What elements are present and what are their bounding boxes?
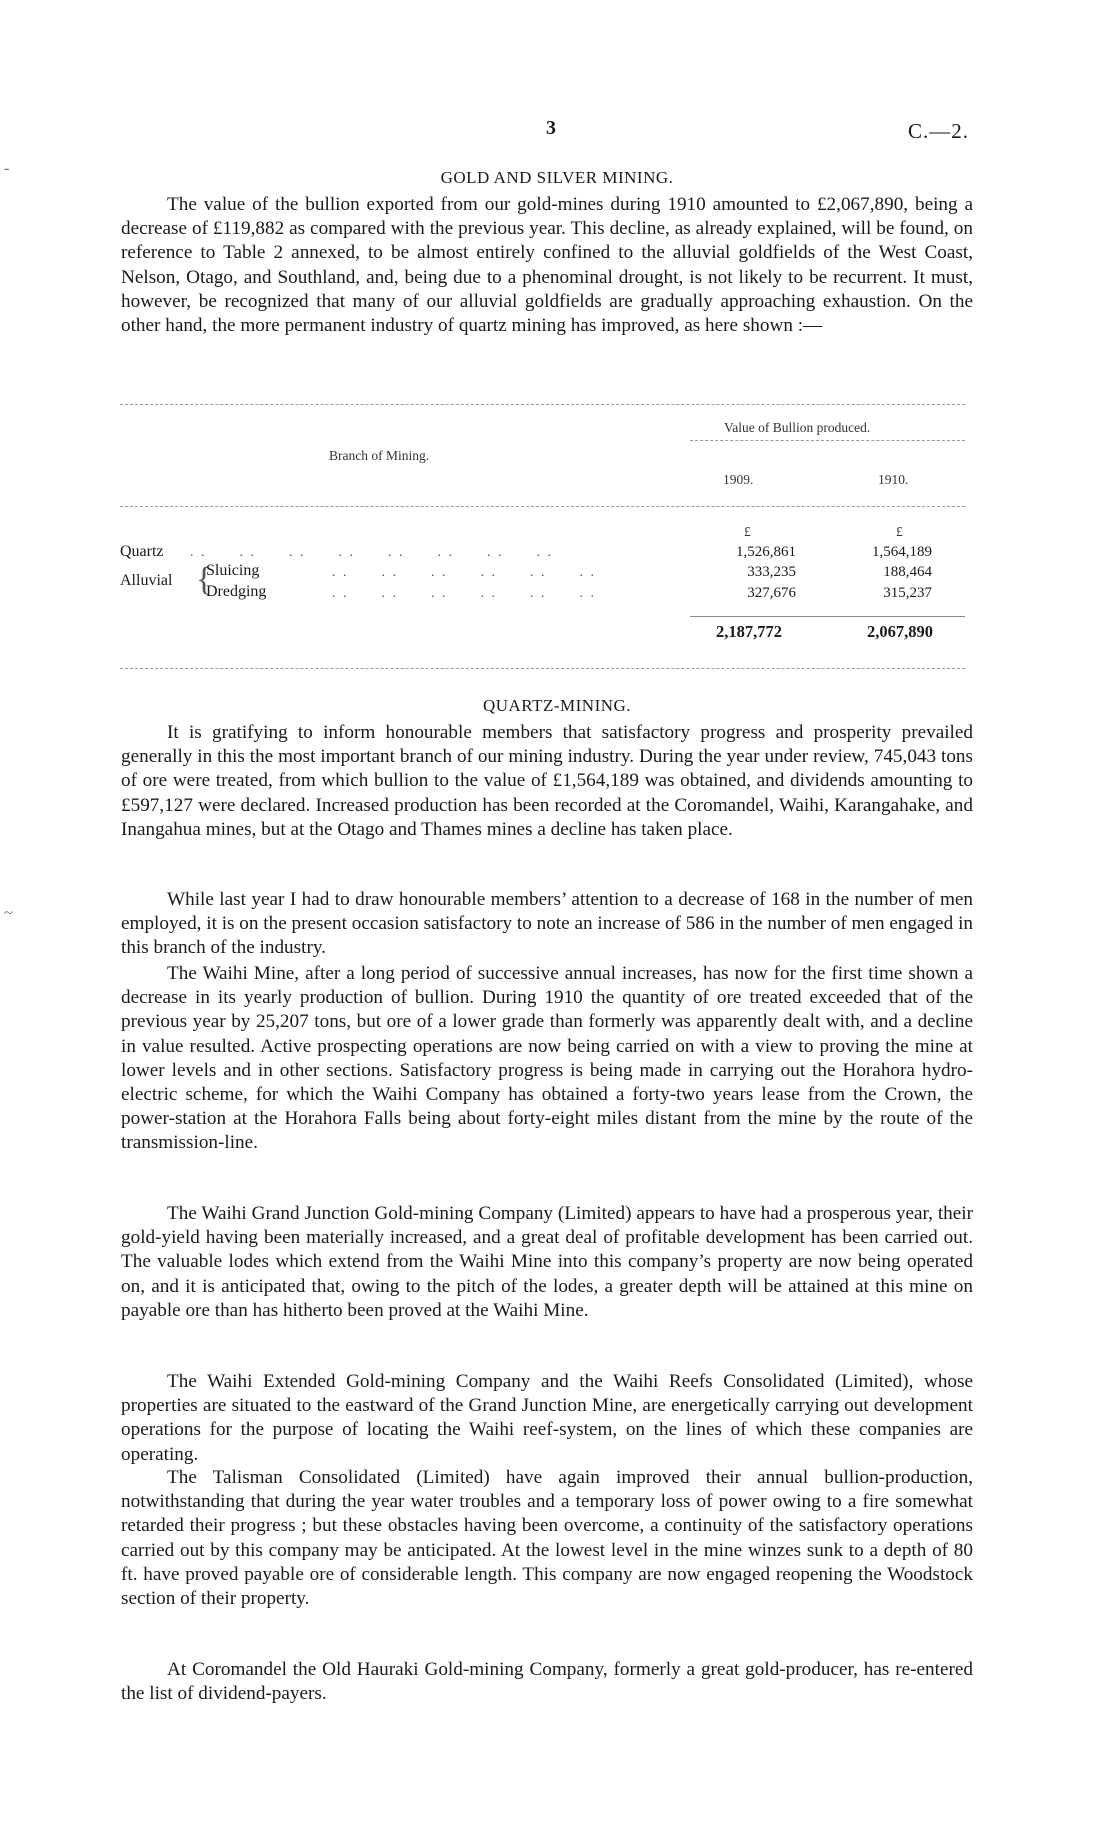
year-1909-header: 1909. <box>723 472 754 487</box>
brace: { <box>196 561 213 598</box>
row-label-quartz: Quartz <box>120 543 164 560</box>
table-bottom-rule <box>120 668 965 669</box>
paragraph: While last year I had to draw honourable members’ attention to a decrease of 168 in the number of men employed, it is on the present occasion satisfactory to note an increase of 586 in the number of men engaged in this branch of the industry. <box>121 889 973 959</box>
paragraph: The Talisman Consolidated (Limited) have again improved their annual bullion-production, notwithstanding that during the year water troubles and a temporary loss of power owing to a fire somewhat retarded their progress ; but these obstacles having been overcome, a continuity of the satisfactory operations carried out by this company may be anticipated. At the lowest level in the mine winzes sunk to a depth of 80 ft. have proved payable ore of considerable length. This company are now engaged reopening the Woodstock section of their property. <box>121 1467 973 1610</box>
value-header-rule <box>690 440 965 441</box>
paragraph: At Coromandel the Old Hauraki Gold-mining Company, formerly a great gold-producer, has re-entered the list of dividend-payers. <box>121 1659 973 1705</box>
document-reference: C.—2. <box>908 119 970 143</box>
value-1910: 188,464 <box>883 564 932 580</box>
value-column-header: Value of Bullion produced. <box>724 420 871 435</box>
table-top-rule <box>120 404 965 405</box>
table-header-rule <box>120 506 965 507</box>
total-rule <box>690 616 965 617</box>
leader-dots: . . . . . . . . . . . . <box>332 565 596 580</box>
row-sublabel-sluicing: Sluicing <box>206 562 260 579</box>
paragraph: The Waihi Extended Gold-mining Company and the Waihi Reefs Consolidated (Limited), whose properties are situated to the eastward of the Grand Junction Mine, are energetically carrying out development operations for the purpose of locating the Waihi reef-system, on the lines of which these companies are operating. <box>121 1371 973 1465</box>
row-sublabel-dredging: Dredging <box>206 583 267 600</box>
value-1910: 1,564,189 <box>872 544 932 560</box>
branch-column-header: Branch of Mining. <box>329 448 430 463</box>
total-1909: 2,187,772 <box>716 622 782 641</box>
page-number: 3 <box>546 117 556 139</box>
currency-symbol: £ <box>896 524 903 539</box>
paragraph: It is gratifying to inform honourable members that satisfactory progress and prosperity prevailed generally in this the most important branch of our mining industry. During the year under review, 745,043 tons of ore were treated, from which bullion to the value of £1,564,189 was obtained, and dividends amounting to £597,127 were declared. Increased production has been recorded at the Coromandel, Waihi, Karangahake, and Inangahua mines, but at the Otago and Thames mines a decline has taken place. <box>121 722 973 840</box>
margin-mark: - <box>4 160 10 177</box>
leader-dots: . . . . . . . . . . . . <box>332 586 596 601</box>
paragraph: The value of the bullion exported from our gold-mines during 1910 amounted to £2,067,890, being a decrease of £119,882 as compared with the previous year. This decline, as already explained, will be found, on reference to Table 2 annexed, to be almost entirely confined to the alluvial goldfields of the West Coast, Nelson, Otago, and Southland, and, being due to a phenominal drought, is not likely to be recurrent. It must, however, be recognized that many of our alluvial goldfields are gradually approaching exhaustion. On the other hand, the more permanent industry of quartz mining has improved, as here shown :— <box>121 194 973 337</box>
value-1909: 333,235 <box>747 564 796 580</box>
total-1910: 2,067,890 <box>867 622 933 641</box>
section-heading-gold-silver: GOLD AND SILVER MINING. <box>440 168 674 187</box>
paragraph: The Waihi Mine, after a long period of successive annual increases, has now for the first time shown a decrease in its yearly production of bullion. During 1910 the quantity of ore treated exceeded that of the previous year by 25,207 tons, but ore of a lower grade than formerly was apparently dealt with, and a decline in value resulted. Active prospecting operations are now being carried on with a view to proving the mine at lower levels and in other sections. Satisfactory progress is being made in carrying out the Horahora hydro-electric scheme, for which the Waihi Company has obtained a forty-two years lease from the Crown, the power-station at the Horahora Falls being about forty-eight miles distant from the mine by the route of the transmission-line. <box>121 963 973 1154</box>
row-label-alluvial: Alluvial <box>120 572 173 589</box>
section-heading-quartz-mining: QUARTZ-MINING. <box>482 696 632 715</box>
leader-dots: . . . . . . . . . . . . . . . . <box>190 545 553 560</box>
value-1909: 327,676 <box>747 585 796 601</box>
year-1910-header: 1910. <box>878 472 909 487</box>
margin-mark: ~ <box>4 905 13 922</box>
currency-symbol: £ <box>744 524 751 539</box>
value-1910: 315,237 <box>883 585 932 601</box>
paragraph: The Waihi Grand Junction Gold-mining Company (Limited) appears to have had a prosperous year, their gold-yield having been materially increased, and a great deal of profitable development has been carried out. The valuable lodes which extend from the Waihi Mine into this company’s property are now being operated on, and it is anticipated that, owing to the pitch of the lodes, a greater depth will be attained at this mine on payable ore than has hitherto been proved at the Waihi Mine. <box>121 1203 973 1321</box>
value-1909: 1,526,861 <box>736 544 796 560</box>
